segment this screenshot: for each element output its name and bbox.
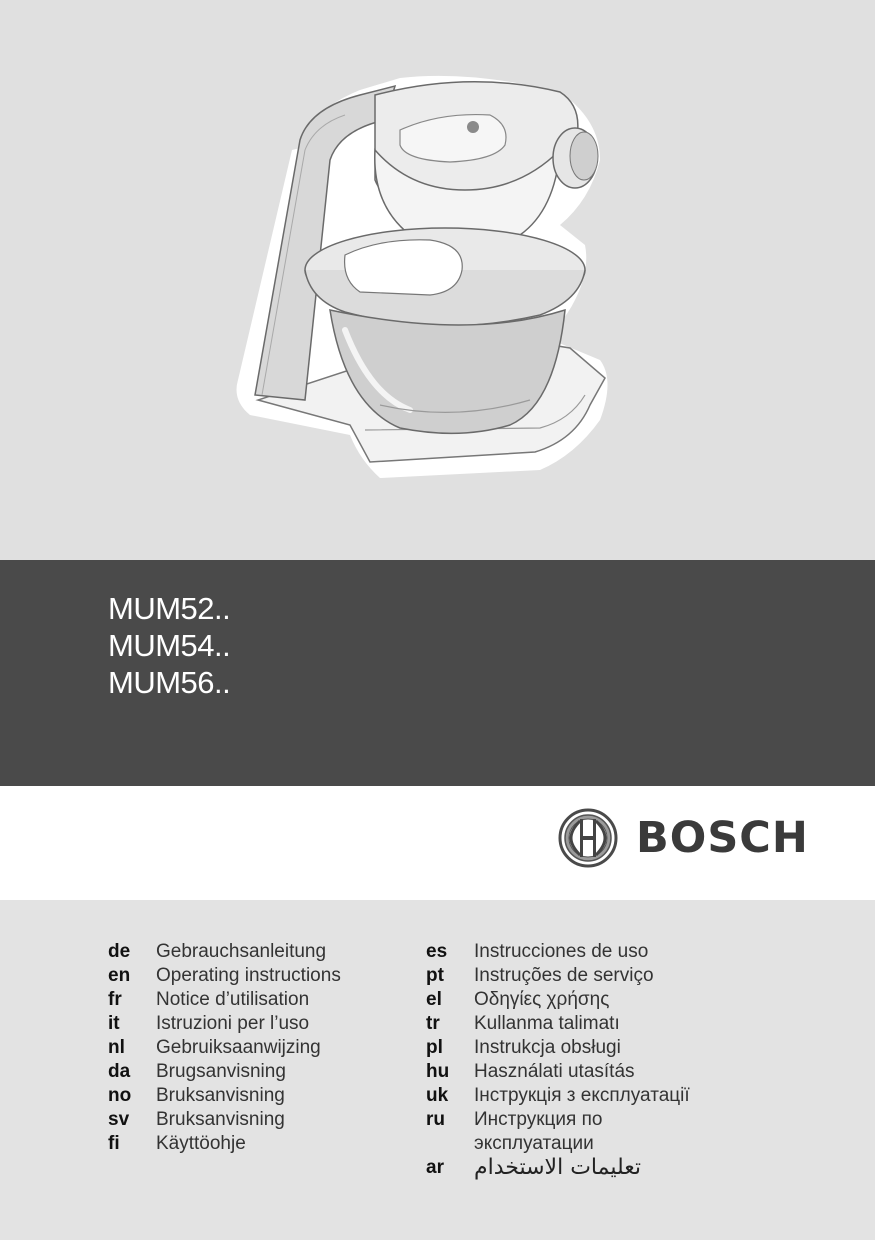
language-column-left (108, 940, 341, 1156)
model-list (108, 590, 230, 701)
language-title: Gebruiksaanwijzing (156, 1037, 321, 1058)
language-code: hu (426, 1061, 450, 1082)
language-title: تعليمات الاستخدام (474, 1155, 641, 1180)
language-title: Інструкція з експлуатації (474, 1085, 690, 1106)
language-column-right (426, 940, 690, 1180)
model-name: MUM56.. (108, 665, 231, 700)
list-item (426, 940, 690, 964)
list-item (426, 1060, 690, 1084)
language-code: es (426, 941, 448, 962)
language-title: Brugsanvisning (156, 1061, 286, 1082)
language-code: pt (426, 965, 444, 986)
language-code: nl (108, 1037, 125, 1058)
list-item (108, 1012, 341, 1036)
language-title: Kullanma talimatı (474, 1013, 620, 1034)
list-item (108, 1132, 341, 1156)
language-code: el (426, 989, 442, 1010)
list-item (426, 1156, 690, 1180)
language-code: fr (108, 989, 122, 1010)
language-code: tr (426, 1013, 440, 1034)
list-item (108, 964, 341, 988)
list-item (426, 1132, 690, 1156)
bosch-logo (558, 808, 809, 868)
language-title: Инструкция по (474, 1109, 603, 1130)
model-name: MUM52.. (108, 591, 231, 626)
language-code (426, 1132, 474, 1156)
list-item (426, 988, 690, 1012)
language-code: pl (426, 1037, 443, 1058)
language-title: Bruksanvisning (156, 1085, 285, 1106)
language-title: Bruksanvisning (156, 1109, 285, 1130)
list-item (426, 1012, 690, 1036)
language-code: en (108, 965, 131, 986)
product-illustration (0, 0, 875, 560)
kitchen-machine-drawing (0, 0, 875, 560)
list-item (108, 1036, 341, 1060)
language-title: Operating instructions (156, 965, 341, 986)
list-item (108, 1084, 341, 1108)
list-item (108, 1060, 341, 1084)
language-code: ru (426, 1109, 445, 1130)
language-code: uk (426, 1085, 449, 1106)
list-item (426, 964, 690, 988)
language-code: sv (108, 1109, 130, 1130)
language-code: fi (108, 1133, 120, 1154)
brand-strip (0, 786, 875, 900)
model-name: MUM54.. (108, 628, 231, 663)
language-title: Οδηγίες χρήσης (474, 989, 610, 1010)
model-band (0, 560, 875, 786)
language-title: Instrucciones de uso (474, 941, 649, 962)
language-title: Gebrauchsanleitung (156, 941, 327, 962)
list-item (426, 1108, 690, 1132)
list-item (108, 940, 341, 964)
language-code: da (108, 1061, 131, 1082)
list-item (108, 988, 341, 1012)
language-list (0, 900, 875, 1240)
language-title: Instruções de serviço (474, 965, 654, 986)
list-item (108, 1108, 341, 1132)
language-title: Instrukcja obsługi (474, 1037, 621, 1058)
list-item (426, 1084, 690, 1108)
list-item (426, 1036, 690, 1060)
language-title: эксплуатации (474, 1133, 594, 1154)
language-title: Notice d’utilisation (156, 989, 310, 1010)
language-code: ar (426, 1157, 444, 1178)
brand-name: BOSCH (636, 813, 809, 863)
language-code: de (108, 941, 131, 962)
language-title: Käyttöohje (156, 1133, 246, 1154)
language-code: no (108, 1085, 132, 1106)
bosch-armature-icon (558, 808, 618, 868)
language-title: Istruzioni per l’uso (156, 1013, 310, 1034)
language-code: it (108, 1013, 120, 1034)
language-title: Használati utasítás (474, 1061, 635, 1082)
